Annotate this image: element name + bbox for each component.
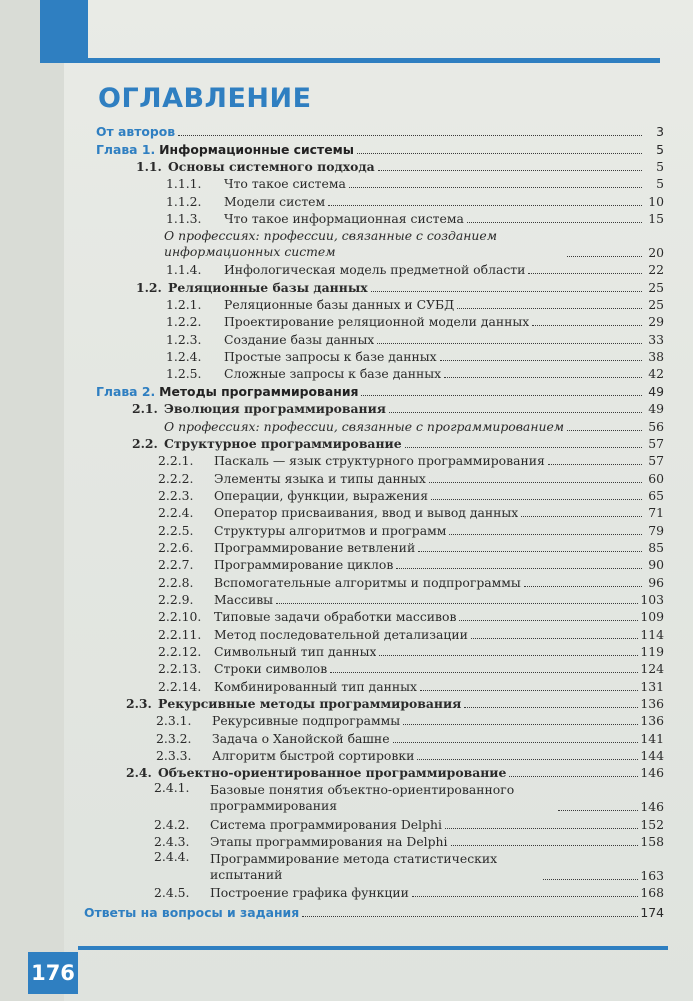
toc-subsection-2-2-10[interactable]: 2.2.10. Типовые задачи обработки массивов 109 <box>158 609 664 625</box>
dot-leader <box>178 135 642 136</box>
dot-leader <box>403 724 638 725</box>
toc-subsection-2-4-3[interactable]: 2.4.3. Этапы программирования на Delphi 158 <box>154 834 664 850</box>
dot-leader <box>449 534 642 535</box>
toc-section-2-3[interactable]: 2.3. Рекурсивные методы программирования 136 <box>126 696 664 711</box>
toc-subsection-2-2-6[interactable]: 2.2.6. Программирование ветвлений 85 <box>158 539 664 555</box>
toc-subsection-1-1-3[interactable]: 1.1.3. Что такое информационная система 15 <box>166 211 664 227</box>
dot-leader <box>349 187 642 188</box>
dot-leader <box>543 879 638 880</box>
dot-leader <box>393 742 639 743</box>
dot-leader <box>418 551 642 552</box>
toc-subsection-2-4-5[interactable]: 2.4.5. Построение графика функции 168 <box>154 885 664 901</box>
toc-subsection-1-2-4[interactable]: 1.2.4. Простые запросы к базе данных 38 <box>166 349 664 365</box>
page-margin <box>0 0 64 1001</box>
dot-leader <box>444 377 642 378</box>
toc-subsection-2-4-2[interactable]: 2.4.2. Система программирования Delphi 152 <box>154 816 664 832</box>
toc-subsection-2-2-5[interactable]: 2.2.5. Структуры алгоритмов и программ 79 <box>158 522 664 538</box>
toc-subsection-2-3-2[interactable]: 2.3.2. Задача о Ханойской башне 141 <box>156 730 664 746</box>
header-rule <box>40 58 660 63</box>
dot-leader <box>417 759 638 760</box>
toc-subsection-1-1-2[interactable]: 1.1.2. Модели систем 10 <box>166 193 664 209</box>
dot-leader <box>567 430 642 431</box>
dot-leader <box>459 620 638 621</box>
dot-leader <box>440 360 642 361</box>
toc-professions-2[interactable]: О профессиях: профессии, связанные с программированием 56 <box>164 418 664 434</box>
toc-subsection-2-2-12[interactable]: 2.2.12. Символьный тип данных 119 <box>158 643 664 659</box>
toc-subsection-2-2-11[interactable]: 2.2.11. Метод последовательной детализации 114 <box>158 626 664 642</box>
dot-leader <box>524 586 642 587</box>
toc-subsection-2-2-9[interactable]: 2.2.9. Массивы 103 <box>158 591 664 607</box>
toc-subsection-2-3-3[interactable]: 2.3.3. Алгоритм быстрой сортировки 144 <box>156 748 664 764</box>
dot-leader <box>361 395 642 396</box>
dot-leader <box>328 205 642 206</box>
toc-subsection-2-2-4[interactable]: 2.2.4. Оператор присваивания, ввод и вывод данных 71 <box>158 505 664 521</box>
dot-leader <box>451 845 639 846</box>
dot-leader <box>464 707 638 708</box>
toc-section-2-1[interactable]: 2.1. Эволюция программирования 49 <box>132 401 664 417</box>
toc-chapter-1[interactable]: Глава 1. Информационные системы 5 <box>96 141 664 157</box>
dot-leader <box>429 482 642 483</box>
dot-leader <box>302 916 638 917</box>
toc-subsection-2-2-7[interactable]: 2.2.7. Программирование циклов 90 <box>158 557 664 573</box>
toc-professions-1[interactable]: О профессиях: профессии, связанные с созданием информационных систем 20 <box>164 228 664 261</box>
dot-leader <box>420 690 638 691</box>
toc-subsection-1-1-1[interactable]: 1.1.1. Что такое система 5 <box>166 176 664 192</box>
dot-leader <box>457 308 642 309</box>
dot-leader <box>377 343 642 344</box>
toc-subsection-1-2-1[interactable]: 1.2.1. Реляционные базы данных и СУБД 25 <box>166 297 664 313</box>
toc-section-1-2[interactable]: 1.2. Реляционные базы данных 25 <box>136 279 664 295</box>
toc-subsection-2-2-14[interactable]: 2.2.14. Комбинированный тип данных 131 <box>158 678 664 694</box>
dot-leader <box>528 273 642 274</box>
dot-leader <box>379 655 638 656</box>
dot-leader <box>378 170 642 171</box>
toc-subsection-2-2-3[interactable]: 2.2.3. Операции, функции, выражения 65 <box>158 487 664 503</box>
page-title: ОГЛАВЛЕНИЕ <box>98 83 312 114</box>
toc-entry-answers[interactable]: Ответы на вопросы и задания 174 <box>84 905 664 921</box>
toc-subsection-2-2-8[interactable]: 2.2.8. Вспомогательные алгоритмы и подпрограммы 96 <box>158 574 664 590</box>
toc-chapter-2[interactable]: Глава 2. Методы программирования 49 <box>96 383 664 399</box>
toc-subsection-1-1-4[interactable]: 1.1.4. Инфологическая модель предметной области 22 <box>166 262 664 278</box>
dot-leader <box>471 638 638 639</box>
dot-leader <box>431 499 642 500</box>
toc-subsection-1-2-2[interactable]: 1.2.2. Проектирование реляционной модели данных 29 <box>166 314 664 330</box>
dot-leader <box>558 810 638 811</box>
toc-section-1-1[interactable]: 1.1. Основы системного подхода 5 <box>136 159 664 175</box>
toc-subsection-1-2-5[interactable]: 1.2.5. Сложные запросы к базе данных 42 <box>166 366 664 382</box>
table-of-contents <box>84 122 664 921</box>
toc-subsection-2-4-4[interactable]: 2.4.4. Программирование метода статистических испытаний 163 <box>154 849 664 884</box>
toc-subsection-2-2-13[interactable]: 2.2.13. Строки символов 124 <box>158 661 664 677</box>
dot-leader <box>412 896 638 897</box>
dot-leader <box>396 568 642 569</box>
dot-leader <box>548 464 642 465</box>
toc-section-2-4[interactable]: 2.4. Объектно-ориентированное программирование 146 <box>126 765 664 781</box>
dot-leader <box>330 672 638 673</box>
dot-leader <box>371 291 642 292</box>
toc-section-2-2[interactable]: 2.2. Структурное программирование 57 <box>132 435 664 451</box>
dot-leader <box>532 325 642 326</box>
dot-leader <box>467 222 642 223</box>
dot-leader <box>567 256 642 257</box>
dot-leader <box>445 828 638 829</box>
footer-rule <box>78 946 668 950</box>
dot-leader <box>389 412 642 413</box>
dot-leader <box>276 603 638 604</box>
toc-subsection-2-2-1[interactable]: 2.2.1. Паскаль — язык структурного программирования 57 <box>158 453 664 469</box>
dot-leader <box>405 447 642 448</box>
toc-subsection-2-2-2[interactable]: 2.2.2. Элементы языка и типы данных 60 <box>158 470 664 486</box>
header-tab <box>40 0 88 58</box>
toc-subsection-1-2-3[interactable]: 1.2.3. Создание базы данных 33 <box>166 331 664 347</box>
toc-subsection-2-3-1[interactable]: 2.3.1. Рекурсивные подпрограммы 136 <box>156 713 664 729</box>
toc-entry-from-authors[interactable]: От авторов 3 <box>96 124 664 140</box>
dot-leader <box>521 516 642 517</box>
toc-subsection-2-4-1[interactable]: 2.4.1. Базовые понятия объектно-ориентированного программирования 146 <box>154 780 664 815</box>
dot-leader <box>509 776 638 777</box>
page-number: 176 <box>28 952 78 994</box>
dot-leader <box>357 153 642 154</box>
